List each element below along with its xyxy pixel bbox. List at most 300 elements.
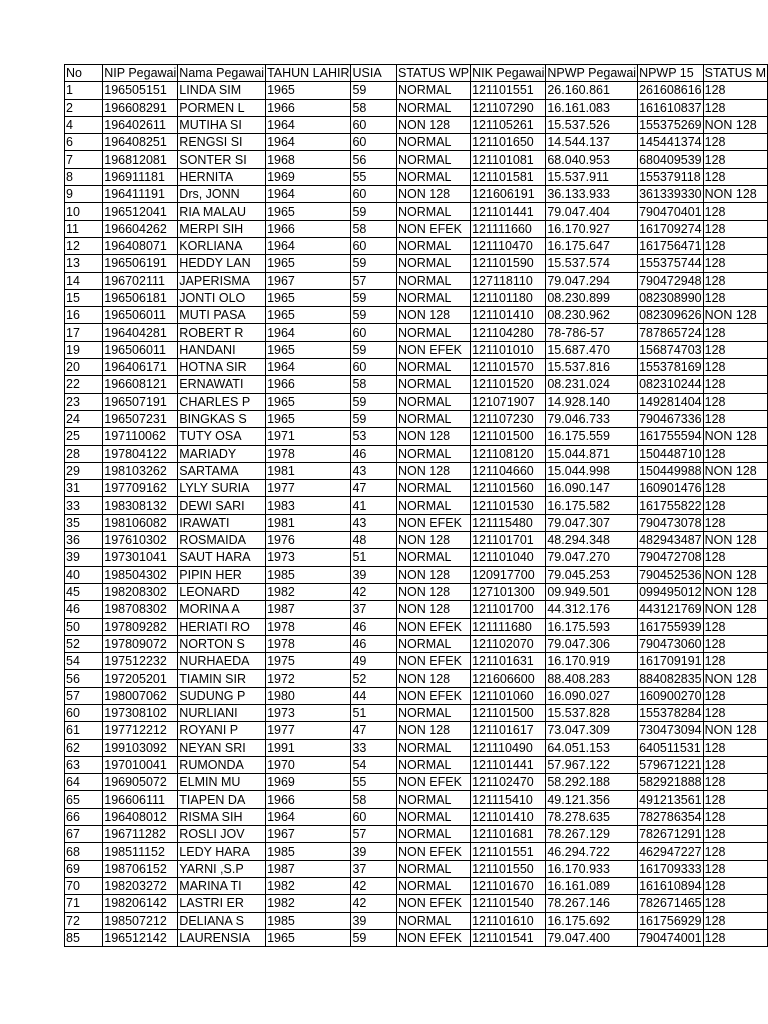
cell-usia[interactable]: 46 (351, 635, 397, 652)
cell-status-m[interactable]: NON 128 (703, 307, 767, 324)
cell-status-wp[interactable]: NORMAL (397, 497, 471, 514)
cell-no[interactable]: 8 (65, 168, 103, 185)
cell-nama[interactable]: LINDA SIM (178, 82, 266, 99)
cell-status-m[interactable]: NON 128 (703, 583, 767, 600)
cell-npwp-15[interactable]: 161755594 (639, 429, 702, 444)
cell-usia[interactable]: 37 (351, 860, 397, 877)
cell-status-wp[interactable]: NORMAL (397, 704, 471, 721)
cell-tahun-lahir[interactable]: 1977 (266, 722, 351, 739)
cell-status-m[interactable]: 128 (703, 791, 767, 808)
cell-nama[interactable]: RENGSI SI (178, 134, 266, 151)
cell-usia[interactable]: 42 (351, 877, 397, 894)
cell-nip[interactable]: 196506191 (103, 255, 178, 272)
cell-tahun-lahir[interactable]: 1972 (266, 670, 351, 687)
cell-nama[interactable]: Drs, JONN (178, 186, 266, 203)
cell-npwp-15[interactable]: 161610837 (639, 100, 702, 115)
cell-status-m[interactable]: 128 (703, 203, 767, 220)
cell-nama[interactable]: PIPIN HER (178, 566, 266, 583)
cell-no[interactable]: 2 (65, 99, 103, 116)
cell-npwp-pegawai[interactable]: 16.161.089 (546, 877, 638, 894)
cell-nik[interactable]: 121111680 (471, 618, 546, 635)
cell-usia[interactable]: 60 (351, 237, 397, 254)
cell-nama[interactable]: ROSLI JOV (178, 826, 266, 843)
cell-usia[interactable]: 59 (351, 393, 397, 410)
cell-npwp-15[interactable]: 155378284 (639, 706, 702, 721)
cell-nip[interactable]: 198103262 (103, 462, 178, 479)
cell-npwp-pegawai[interactable]: 15.044.998 (546, 462, 638, 479)
header-cell-nip[interactable]: NIP Pegawai (104, 66, 177, 81)
cell-nama[interactable]: ERNAWATI (178, 376, 266, 393)
cell-nik[interactable]: 127118110 (471, 272, 546, 289)
cell-npwp-15[interactable]: 145441374 (639, 135, 702, 150)
cell-nik[interactable]: 121102070 (471, 635, 546, 652)
cell-nip[interactable]: 198708302 (103, 601, 178, 618)
cell-tahun-lahir[interactable]: 1969 (266, 774, 351, 791)
cell-nip[interactable]: 196506011 (103, 341, 178, 358)
cell-nik[interactable]: 121101670 (471, 877, 546, 894)
cell-nama[interactable]: NURLIANI (178, 704, 266, 721)
cell-status-wp[interactable]: NORMAL (397, 255, 471, 272)
cell-nama[interactable]: KORLIANA (178, 237, 266, 254)
cell-no[interactable]: 24 (65, 410, 103, 427)
cell-no[interactable]: 23 (65, 393, 103, 410)
cell-tahun-lahir[interactable]: 1985 (266, 566, 351, 583)
cell-nama[interactable]: BINGKAS S (178, 410, 266, 427)
cell-no[interactable]: 9 (65, 186, 103, 203)
cell-tahun-lahir[interactable]: 1985 (266, 912, 351, 929)
cell-status-m[interactable]: 128 (703, 877, 767, 894)
cell-status-m[interactable]: NON 128 (703, 462, 767, 479)
cell-npwp-pegawai[interactable]: 15.537.574 (546, 255, 638, 272)
cell-no[interactable]: 33 (65, 497, 103, 514)
cell-status-m[interactable]: 128 (703, 480, 767, 497)
header-cell-tahun-lahir[interactable]: TAHUN LAHIR (267, 66, 350, 81)
cell-status-m[interactable]: 128 (703, 843, 767, 860)
cell-usia[interactable]: 57 (351, 826, 397, 843)
cell-status-m[interactable]: 128 (703, 376, 767, 393)
cell-tahun-lahir[interactable]: 1982 (266, 583, 351, 600)
cell-status-wp[interactable]: NORMAL (397, 99, 471, 116)
cell-status-wp[interactable]: NON 128 (397, 722, 471, 739)
cell-usia[interactable]: 47 (351, 480, 397, 497)
cell-nama[interactable]: DEWI SARI (178, 497, 266, 514)
cell-nama[interactable]: MUTIHA SI (178, 116, 266, 133)
cell-usia[interactable]: 60 (351, 134, 397, 151)
cell-status-m[interactable]: 128 (703, 324, 767, 341)
cell-status-wp[interactable]: NORMAL (397, 912, 471, 929)
cell-npwp-pegawai[interactable]: 79.047.306 (546, 635, 638, 652)
cell-npwp-15[interactable]: 161755939 (639, 619, 702, 634)
cell-no[interactable]: 50 (65, 618, 103, 635)
cell-status-m[interactable]: 128 (703, 445, 767, 462)
cell-usia[interactable]: 59 (351, 307, 397, 324)
cell-tahun-lahir[interactable]: 1978 (266, 445, 351, 462)
cell-usia[interactable]: 43 (351, 514, 397, 531)
cell-nama[interactable]: CHARLES P (178, 393, 266, 410)
cell-usia[interactable]: 58 (351, 220, 397, 237)
cell-nama[interactable]: HERIATI RO (178, 618, 266, 635)
cell-status-m[interactable]: 128 (703, 514, 767, 531)
cell-npwp-pegawai[interactable]: 58.292.188 (546, 774, 638, 791)
cell-usia[interactable]: 43 (351, 462, 397, 479)
cell-usia[interactable]: 55 (351, 774, 397, 791)
cell-no[interactable]: 61 (65, 722, 103, 739)
cell-nik[interactable]: 121108120 (471, 445, 546, 462)
header-cell-no[interactable]: No (65, 65, 103, 82)
cell-npwp-15[interactable]: 790470401 (639, 204, 702, 219)
cell-npwp-pegawai[interactable]: 16.175.559 (546, 428, 638, 445)
cell-status-wp[interactable]: NORMAL (397, 410, 471, 427)
cell-no[interactable]: 4 (65, 116, 103, 133)
cell-nip[interactable]: 197301041 (103, 549, 178, 566)
cell-nik[interactable]: 121101551 (471, 82, 546, 99)
cell-nip[interactable]: 196408251 (103, 134, 178, 151)
cell-tahun-lahir[interactable]: 1964 (266, 237, 351, 254)
cell-nip[interactable]: 197809282 (103, 618, 178, 635)
cell-status-wp[interactable]: NORMAL (397, 826, 471, 843)
cell-npwp-pegawai[interactable]: 16.175.647 (546, 237, 638, 254)
cell-usia[interactable]: 39 (351, 843, 397, 860)
cell-status-wp[interactable]: NORMAL (397, 393, 471, 410)
cell-status-wp[interactable]: NON EFEK (397, 687, 471, 704)
cell-nik[interactable]: 121107230 (471, 410, 546, 427)
cell-tahun-lahir[interactable]: 1967 (266, 826, 351, 843)
cell-no[interactable]: 25 (65, 428, 103, 445)
cell-npwp-15[interactable]: 099495012 (639, 585, 702, 600)
cell-status-m[interactable]: 128 (703, 151, 767, 168)
cell-tahun-lahir[interactable]: 1965 (266, 289, 351, 306)
cell-nip[interactable]: 196812081 (103, 151, 178, 168)
cell-npwp-15[interactable]: 160900270 (639, 688, 702, 703)
cell-status-wp[interactable]: NON 128 (397, 186, 471, 203)
cell-nip[interactable]: 197308102 (103, 704, 178, 721)
cell-status-m[interactable]: 128 (703, 860, 767, 877)
cell-nik[interactable]: 121101540 (471, 895, 546, 912)
cell-nip[interactable]: 197010041 (103, 756, 178, 773)
cell-no[interactable]: 85 (65, 929, 103, 946)
cell-nama[interactable]: TUTY OSA (178, 428, 266, 445)
cell-npwp-pegawai[interactable]: 78.278.635 (546, 808, 638, 825)
cell-nama[interactable]: TIAMIN SIR (178, 670, 266, 687)
cell-npwp-pegawai[interactable]: 68.040.953 (546, 151, 638, 168)
cell-no[interactable]: 36 (65, 532, 103, 549)
cell-status-m[interactable]: NON 128 (703, 532, 767, 549)
cell-tahun-lahir[interactable]: 1971 (266, 428, 351, 445)
cell-no[interactable]: 60 (65, 704, 103, 721)
cell-status-m[interactable]: 128 (703, 549, 767, 566)
cell-no[interactable]: 14 (65, 272, 103, 289)
cell-nik[interactable]: 121101570 (471, 359, 546, 376)
cell-usia[interactable]: 59 (351, 255, 397, 272)
cell-no[interactable]: 6 (65, 134, 103, 151)
cell-status-wp[interactable]: NORMAL (397, 756, 471, 773)
cell-usia[interactable]: 47 (351, 722, 397, 739)
cell-npwp-pegawai[interactable]: 78.267.129 (546, 826, 638, 843)
cell-nik[interactable]: 121101610 (471, 912, 546, 929)
header-cell-status-m[interactable]: STATUS M (704, 66, 766, 81)
cell-nip[interactable]: 198206142 (103, 895, 178, 912)
cell-nik[interactable]: 121101700 (471, 601, 546, 618)
cell-nik[interactable]: 121101650 (471, 134, 546, 151)
cell-status-wp[interactable]: NON EFEK (397, 774, 471, 791)
cell-nip[interactable]: 196408012 (103, 808, 178, 825)
cell-npwp-pegawai[interactable]: 16.090.147 (546, 480, 638, 497)
cell-npwp-15[interactable]: 790473078 (639, 515, 702, 530)
cell-nip[interactable]: 196905072 (103, 774, 178, 791)
cell-nik[interactable]: 121102470 (471, 774, 546, 791)
cell-npwp-15[interactable]: 884082835 (639, 671, 702, 686)
cell-nama[interactable]: ELMIN MU (178, 774, 266, 791)
cell-npwp-15[interactable]: 082309626 (639, 308, 702, 323)
cell-status-m[interactable]: 128 (703, 808, 767, 825)
cell-status-wp[interactable]: NORMAL (397, 359, 471, 376)
cell-npwp-15[interactable]: 161756929 (639, 913, 702, 928)
cell-nik[interactable]: 121101551 (471, 843, 546, 860)
cell-status-m[interactable]: 128 (703, 393, 767, 410)
cell-npwp-15[interactable]: 156874703 (639, 342, 702, 357)
cell-no[interactable]: 10 (65, 203, 103, 220)
header-cell-npwp-pegawai[interactable]: NPWP Pegawai (547, 66, 637, 81)
cell-npwp-pegawai[interactable]: 16.175.582 (546, 497, 638, 514)
cell-status-m[interactable]: 128 (703, 272, 767, 289)
cell-no[interactable]: 66 (65, 808, 103, 825)
cell-nama[interactable]: SONTER SI (178, 151, 266, 168)
cell-tahun-lahir[interactable]: 1983 (266, 497, 351, 514)
cell-nip[interactable]: 197205201 (103, 670, 178, 687)
cell-usia[interactable]: 58 (351, 791, 397, 808)
cell-usia[interactable]: 42 (351, 895, 397, 912)
cell-nama[interactable]: JAPERISMA (178, 272, 266, 289)
cell-no[interactable]: 71 (65, 895, 103, 912)
cell-usia[interactable]: 55 (351, 168, 397, 185)
cell-status-wp[interactable]: NORMAL (397, 635, 471, 652)
cell-npwp-pegawai[interactable]: 79.045.253 (546, 566, 638, 583)
cell-nik[interactable]: 121101010 (471, 341, 546, 358)
cell-status-wp[interactable]: NON EFEK (397, 341, 471, 358)
cell-status-wp[interactable]: NON 128 (397, 462, 471, 479)
cell-tahun-lahir[interactable]: 1964 (266, 808, 351, 825)
cell-no[interactable]: 22 (65, 376, 103, 393)
cell-no[interactable]: 57 (65, 687, 103, 704)
cell-npwp-pegawai[interactable]: 88.408.283 (546, 670, 638, 687)
cell-nik[interactable]: 121101590 (471, 255, 546, 272)
cell-nik[interactable]: 121111660 (471, 220, 546, 237)
cell-status-m[interactable]: 128 (703, 929, 767, 946)
cell-npwp-pegawai[interactable]: 48.294.348 (546, 532, 638, 549)
cell-status-m[interactable]: 128 (703, 912, 767, 929)
cell-status-m[interactable]: 128 (703, 220, 767, 237)
cell-npwp-pegawai[interactable]: 79.047.400 (546, 929, 638, 946)
cell-status-m[interactable]: NON 128 (703, 566, 767, 583)
cell-npwp-15[interactable]: 161709274 (639, 221, 702, 236)
cell-npwp-pegawai[interactable]: 49.121.356 (546, 791, 638, 808)
cell-no[interactable]: 16 (65, 307, 103, 324)
cell-no[interactable]: 7 (65, 151, 103, 168)
cell-tahun-lahir[interactable]: 1985 (266, 843, 351, 860)
cell-status-wp[interactable]: NORMAL (397, 289, 471, 306)
cell-usia[interactable]: 59 (351, 289, 397, 306)
cell-usia[interactable]: 59 (351, 341, 397, 358)
cell-nama[interactable]: RISMA SIH (178, 808, 266, 825)
cell-nama[interactable]: LEDY HARA (178, 843, 266, 860)
cell-nik[interactable]: 121101180 (471, 289, 546, 306)
cell-usia[interactable]: 46 (351, 618, 397, 635)
cell-status-m[interactable]: NON 128 (703, 428, 767, 445)
cell-nik[interactable]: 121101060 (471, 687, 546, 704)
cell-usia[interactable]: 60 (351, 359, 397, 376)
cell-no[interactable]: 17 (65, 324, 103, 341)
cell-nik[interactable]: 121115410 (471, 791, 546, 808)
cell-npwp-pegawai[interactable]: 16.175.692 (546, 912, 638, 929)
cell-nik[interactable]: 121101530 (471, 497, 546, 514)
cell-npwp-15[interactable]: 155375744 (639, 256, 702, 271)
cell-no[interactable]: 35 (65, 514, 103, 531)
cell-status-m[interactable]: 128 (703, 359, 767, 376)
cell-nip[interactable]: 196606111 (103, 791, 178, 808)
cell-npwp-15[interactable]: 155375269 (639, 118, 702, 133)
cell-usia[interactable]: 48 (351, 532, 397, 549)
cell-nik[interactable]: 121104660 (471, 462, 546, 479)
cell-npwp-15[interactable]: 790467336 (639, 412, 702, 427)
cell-npwp-pegawai[interactable]: 57.967.122 (546, 756, 638, 773)
cell-usia[interactable]: 33 (351, 739, 397, 756)
cell-status-m[interactable]: 128 (703, 756, 767, 773)
cell-no[interactable]: 62 (65, 739, 103, 756)
cell-nip[interactable]: 196608121 (103, 376, 178, 393)
cell-nip[interactable]: 196507231 (103, 410, 178, 427)
header-cell-status-wp[interactable]: STATUS WP (398, 66, 470, 81)
cell-status-wp[interactable]: NON EFEK (397, 220, 471, 237)
cell-status-wp[interactable]: NORMAL (397, 877, 471, 894)
cell-nip[interactable]: 196505151 (103, 82, 178, 99)
cell-status-m[interactable]: 128 (703, 410, 767, 427)
cell-nik[interactable]: 121101500 (471, 704, 546, 721)
cell-npwp-pegawai[interactable]: 44.312.176 (546, 601, 638, 618)
cell-status-m[interactable]: 128 (703, 289, 767, 306)
cell-tahun-lahir[interactable]: 1977 (266, 480, 351, 497)
cell-status-wp[interactable]: NORMAL (397, 376, 471, 393)
cell-status-wp[interactable]: NON 128 (397, 601, 471, 618)
header-cell-usia[interactable]: USIA (351, 65, 397, 82)
cell-status-wp[interactable]: NORMAL (397, 203, 471, 220)
cell-tahun-lahir[interactable]: 1981 (266, 514, 351, 531)
cell-tahun-lahir[interactable]: 1965 (266, 341, 351, 358)
cell-nik[interactable]: 121101560 (471, 480, 546, 497)
cell-status-wp[interactable]: NORMAL (397, 860, 471, 877)
cell-nip[interactable]: 198007062 (103, 687, 178, 704)
cell-no[interactable]: 64 (65, 774, 103, 791)
cell-npwp-pegawai[interactable]: 15.537.911 (546, 168, 638, 185)
cell-npwp-15[interactable]: 790452536 (639, 567, 702, 582)
cell-tahun-lahir[interactable]: 1966 (266, 376, 351, 393)
cell-usia[interactable]: 58 (351, 376, 397, 393)
cell-npwp-pegawai[interactable]: 79.047.404 (546, 203, 638, 220)
cell-npwp-pegawai[interactable]: 79.047.307 (546, 514, 638, 531)
cell-status-wp[interactable]: NON EFEK (397, 929, 471, 946)
cell-npwp-pegawai[interactable]: 15.537.526 (546, 116, 638, 133)
cell-usia[interactable]: 37 (351, 601, 397, 618)
cell-npwp-15[interactable]: 443121769 (639, 602, 702, 617)
cell-tahun-lahir[interactable]: 1987 (266, 860, 351, 877)
cell-nip[interactable]: 198106082 (103, 514, 178, 531)
cell-npwp-pegawai[interactable]: 08.231.024 (546, 376, 638, 393)
cell-npwp-pegawai[interactable]: 79.047.294 (546, 272, 638, 289)
cell-nik[interactable]: 121101040 (471, 549, 546, 566)
cell-nik[interactable]: 121101631 (471, 653, 546, 670)
cell-npwp-pegawai[interactable]: 46.294.722 (546, 843, 638, 860)
cell-npwp-pegawai[interactable]: 16.170.933 (546, 860, 638, 877)
cell-status-m[interactable]: 128 (703, 704, 767, 721)
cell-npwp-pegawai[interactable]: 15.687.470 (546, 341, 638, 358)
cell-usia[interactable]: 51 (351, 549, 397, 566)
cell-npwp-15[interactable]: 730473094 (639, 723, 702, 738)
cell-no[interactable]: 29 (65, 462, 103, 479)
cell-status-m[interactable]: 128 (703, 168, 767, 185)
cell-nik[interactable]: 121101617 (471, 722, 546, 739)
cell-tahun-lahir[interactable]: 1965 (266, 393, 351, 410)
cell-usia[interactable]: 59 (351, 203, 397, 220)
cell-status-m[interactable]: NON 128 (703, 116, 767, 133)
cell-npwp-pegawai[interactable]: 78.267.146 (546, 895, 638, 912)
cell-npwp-15[interactable]: 462947227 (639, 844, 702, 859)
cell-tahun-lahir[interactable]: 1978 (266, 635, 351, 652)
cell-npwp-15[interactable]: 150449988 (639, 463, 702, 478)
cell-npwp-pegawai[interactable]: 14.928.140 (546, 393, 638, 410)
cell-npwp-15[interactable]: 787865724 (639, 325, 702, 340)
cell-nama[interactable]: HEDDY LAN (178, 255, 266, 272)
cell-npwp-15[interactable]: 782786354 (639, 809, 702, 824)
cell-status-m[interactable]: NON 128 (703, 670, 767, 687)
header-cell-npwp-15[interactable]: NPWP 15 (638, 65, 704, 82)
cell-npwp-15[interactable]: 160901476 (639, 481, 702, 496)
cell-nik[interactable]: 121101681 (471, 826, 546, 843)
cell-usia[interactable]: 56 (351, 151, 397, 168)
cell-tahun-lahir[interactable]: 1981 (266, 462, 351, 479)
cell-npwp-15[interactable]: 149281404 (639, 394, 702, 409)
cell-nip[interactable]: 198706152 (103, 860, 178, 877)
cell-npwp-pegawai[interactable]: 16.161.083 (546, 99, 638, 116)
cell-status-wp[interactable]: NON EFEK (397, 895, 471, 912)
cell-npwp-pegawai[interactable]: 08.230.962 (546, 307, 638, 324)
cell-nama[interactable]: SAUT HARA (178, 549, 266, 566)
cell-npwp-15[interactable]: 161755822 (639, 498, 702, 513)
cell-nip[interactable]: 196411191 (103, 186, 178, 203)
cell-nip[interactable]: 197712212 (103, 722, 178, 739)
cell-nip[interactable]: 197610302 (103, 532, 178, 549)
cell-no[interactable]: 39 (65, 549, 103, 566)
cell-status-m[interactable]: 128 (703, 687, 767, 704)
cell-no[interactable]: 40 (65, 566, 103, 583)
cell-nip[interactable]: 196702111 (103, 272, 178, 289)
cell-tahun-lahir[interactable]: 1965 (266, 255, 351, 272)
cell-npwp-15[interactable]: 790473060 (639, 636, 702, 651)
cell-status-m[interactable]: NON 128 (703, 722, 767, 739)
cell-nip[interactable]: 198308132 (103, 497, 178, 514)
cell-npwp-15[interactable]: 491213561 (639, 792, 702, 807)
cell-nip[interactable]: 197709162 (103, 480, 178, 497)
cell-status-wp[interactable]: NORMAL (397, 237, 471, 254)
cell-usia[interactable]: 60 (351, 116, 397, 133)
cell-npwp-15[interactable]: 790472708 (639, 550, 702, 565)
cell-usia[interactable]: 51 (351, 704, 397, 721)
cell-nik[interactable]: 121101081 (471, 151, 546, 168)
cell-usia[interactable]: 49 (351, 653, 397, 670)
cell-nama[interactable]: DELIANA S (178, 912, 266, 929)
cell-no[interactable]: 65 (65, 791, 103, 808)
cell-status-m[interactable]: 128 (703, 99, 767, 116)
cell-npwp-pegawai[interactable]: 09.949.501 (546, 583, 638, 600)
cell-no[interactable]: 20 (65, 359, 103, 376)
